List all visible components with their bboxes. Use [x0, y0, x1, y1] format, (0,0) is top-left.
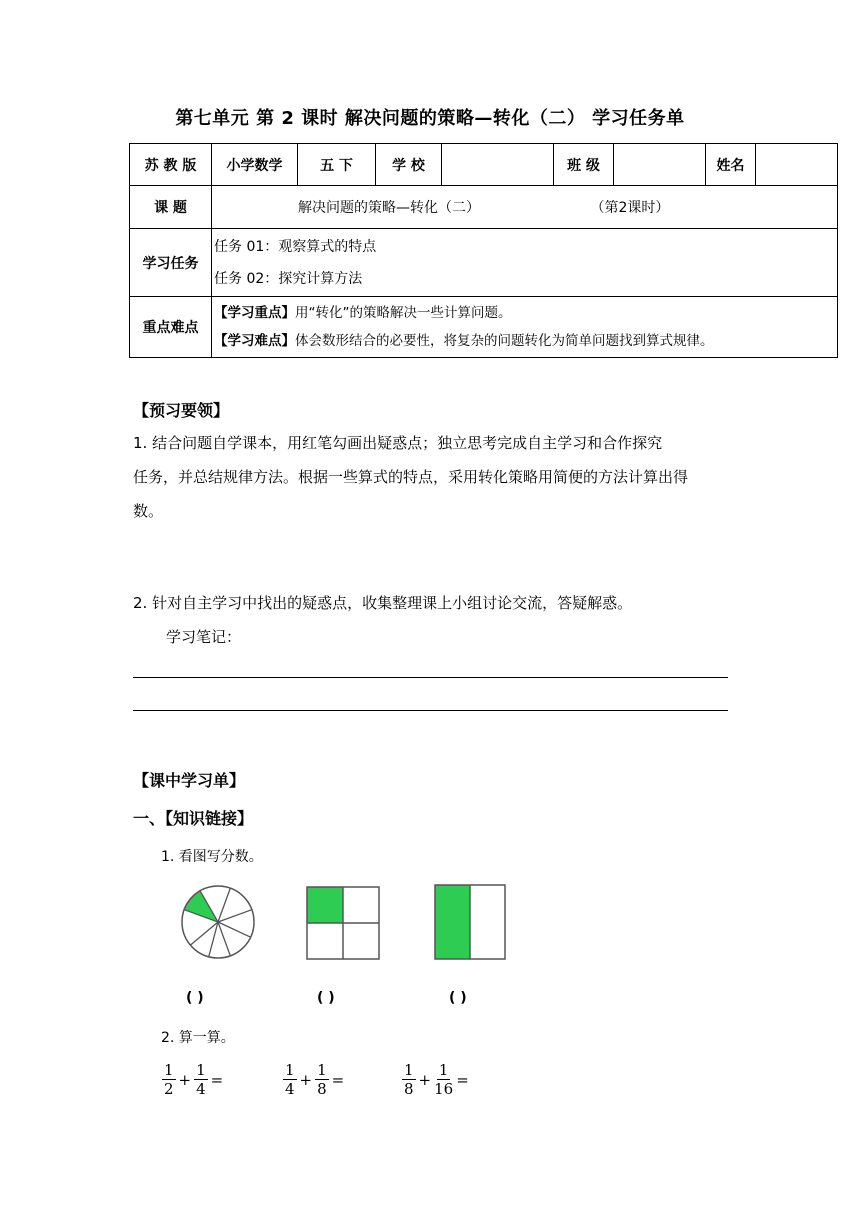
fraction-expression-1 — [162, 1061, 226, 1098]
grade-cell: 五 下 — [298, 144, 376, 186]
equals-sign: = — [456, 1070, 469, 1089]
equals-sign: = — [331, 1070, 345, 1089]
info-table — [129, 143, 838, 358]
plus-sign: + — [418, 1070, 432, 1089]
question-2: 2. 算一算。 — [161, 1030, 235, 1046]
rectangle-half-figure — [433, 883, 507, 961]
keypoints-cell — [212, 297, 838, 358]
pie-shaded-slice — [184, 891, 218, 922]
fraction — [434, 1061, 453, 1098]
school-field[interactable] — [442, 144, 554, 186]
fraction-expression-2 — [283, 1061, 347, 1098]
key-point-tag: 【学习重点】 — [214, 305, 295, 321]
pie-divider-line — [190, 922, 218, 945]
denominator: 8 — [317, 1080, 327, 1098]
name-field[interactable] — [756, 144, 838, 186]
square-quarter-figure — [305, 885, 381, 961]
fraction — [315, 1061, 329, 1098]
task-item: 任务 02：探究计算方法 — [214, 270, 363, 287]
fraction — [402, 1061, 416, 1098]
notes-label: 学习笔记： — [166, 628, 242, 646]
school-label: 学 校 — [376, 144, 442, 186]
name-label: 姓名 — [706, 144, 756, 186]
square-shaded-part — [307, 887, 343, 923]
numerator: 1 — [438, 1061, 449, 1079]
paragraph-line: 1. 结合问题自学课本，用红笔勾画出疑惑点；独立思考完成自主学习和合作探究 — [133, 434, 663, 452]
numerator: 1 — [404, 1061, 414, 1079]
answer-blank-2[interactable]: ( ) — [317, 990, 335, 1006]
paragraph-line: 数。 — [133, 502, 164, 520]
fraction — [162, 1061, 176, 1098]
denominator: 4 — [285, 1080, 295, 1098]
knowledge-link-heading: 一、【知识链接】 — [133, 809, 254, 828]
fraction — [283, 1061, 297, 1098]
inclass-heading: 【课中学习单】 — [133, 771, 246, 790]
difficult-point-tag: 【学习难点】 — [214, 333, 295, 349]
pie-divider-line — [209, 922, 218, 957]
page-title: 第七单元 第 2 课时 解决问题的策略—转化（二） 学习任务单 — [175, 108, 685, 129]
numerator: 1 — [317, 1061, 327, 1079]
preview-heading: 【预习要领】 — [133, 401, 230, 420]
key-point — [214, 299, 833, 327]
period-text: （第2课时） — [590, 200, 670, 216]
numerator: 1 — [196, 1061, 206, 1079]
tasks-label: 学习任务 — [130, 229, 212, 297]
preview-paragraph-1 — [133, 426, 753, 528]
publisher-cell: 苏 教 版 — [130, 144, 212, 186]
denominator: 8 — [404, 1080, 414, 1098]
subject-cell: 小学数学 — [212, 144, 298, 186]
pie-divider-line — [218, 888, 230, 922]
circle-fraction-figure — [176, 880, 260, 964]
key-point-text: 用“转化”的策略解决一些计算问题。 — [295, 305, 512, 321]
plus-sign: + — [299, 1070, 313, 1089]
denominator: 2 — [164, 1080, 174, 1098]
difficult-point-text: 体会数形结合的必要性，将复杂的问题转化为简单问题找到算式规律。 — [295, 333, 714, 349]
question-1: 1. 看图写分数。 — [161, 849, 263, 865]
class-field[interactable] — [614, 144, 706, 186]
topic-text: 解决问题的策略—转化（二） — [298, 200, 480, 216]
pie-divider-line — [218, 910, 252, 922]
fraction-expression-3 — [402, 1061, 472, 1098]
class-label: 班 级 — [554, 144, 614, 186]
keypoints-label: 重点难点 — [130, 297, 212, 358]
topic-cell — [212, 186, 838, 229]
denominator: 4 — [196, 1080, 206, 1098]
answer-blank-3[interactable]: ( ) — [449, 990, 467, 1006]
rectangle-shaded-part — [435, 885, 470, 959]
paragraph-line: 任务，并总结规律方法。根据一些算式的特点，采用转化策略用简便的方法计算出得 — [133, 468, 689, 486]
answer-blank-1[interactable]: ( ) — [186, 990, 204, 1006]
fraction — [194, 1061, 208, 1098]
numerator: 1 — [285, 1061, 295, 1079]
notes-line[interactable] — [133, 677, 728, 678]
equals-sign: = — [210, 1070, 224, 1089]
preview-paragraph-2: 2. 针对自主学习中找出的疑惑点，收集整理课上小组讨论交流，答疑解惑。 — [133, 594, 633, 612]
topic-label: 课 题 — [130, 186, 212, 229]
plus-sign: + — [178, 1070, 192, 1089]
task-item: 任务 01：观察算式的特点 — [214, 238, 377, 255]
notes-line[interactable] — [133, 710, 728, 711]
tasks-cell — [212, 229, 838, 297]
difficult-point — [214, 327, 833, 355]
numerator: 1 — [164, 1061, 174, 1079]
denominator: 16 — [434, 1080, 454, 1098]
